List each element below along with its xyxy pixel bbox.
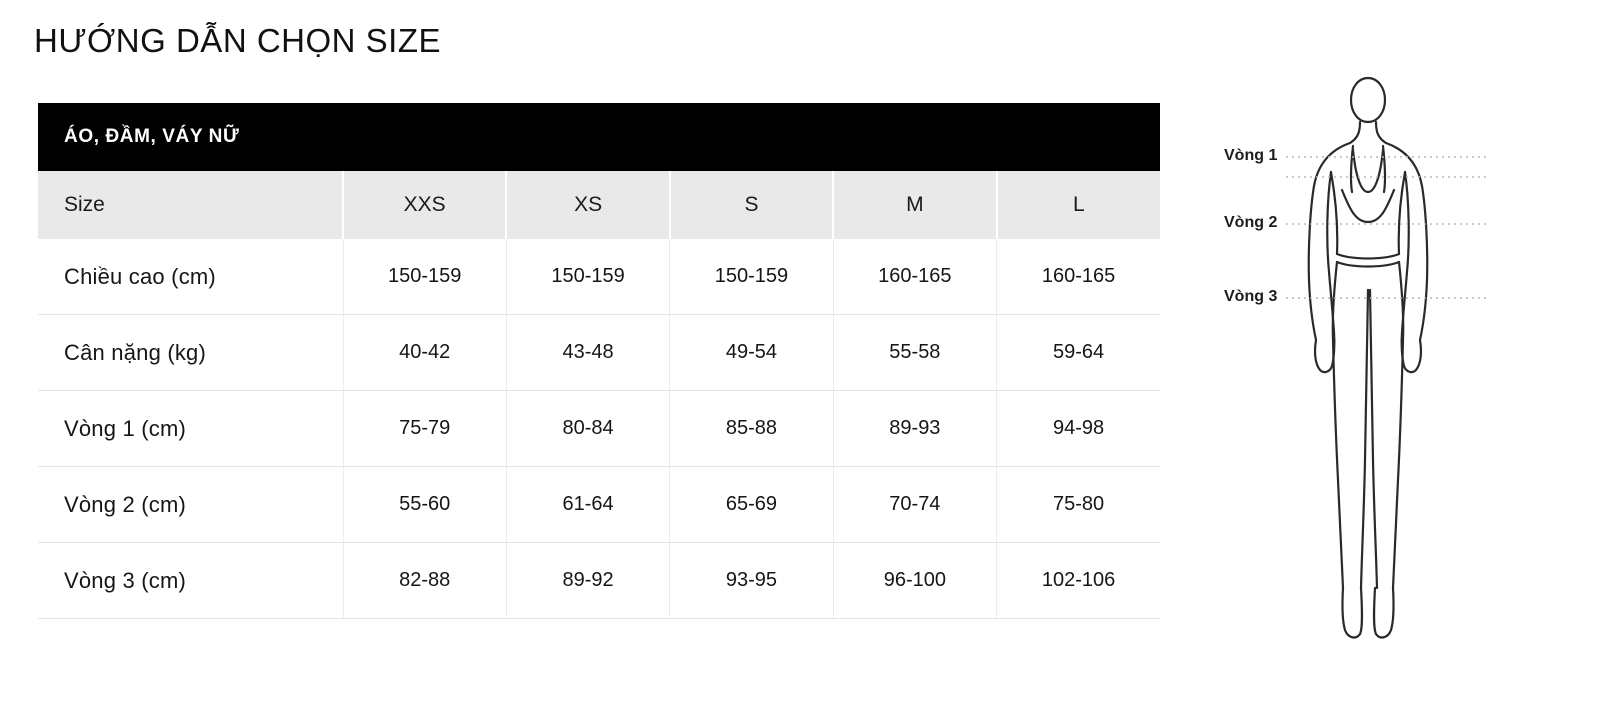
size-table-block — [38, 103, 1160, 619]
row-label-hip: Vòng 3 (cm) — [38, 543, 343, 619]
cell-hip-l: 102-106 — [997, 543, 1160, 619]
cell-hip-s: 93-95 — [670, 543, 833, 619]
cell-height-m: 160-165 — [833, 239, 996, 315]
size-table — [38, 171, 1160, 619]
measure-label-vong1: Vòng 1 — [1224, 147, 1278, 164]
row-label-weight: Cân nặng (kg) — [38, 315, 343, 391]
cell-weight-s: 49-54 — [670, 315, 833, 391]
cell-waist-xxs: 55-60 — [343, 467, 506, 543]
table-category-label: ÁO, ĐẦM, VÁY NỮ — [64, 126, 240, 147]
measure-label-vong2: Vòng 2 — [1224, 214, 1278, 231]
table-row — [38, 467, 1160, 543]
table-row — [38, 315, 1160, 391]
row-label-height: Chiều cao (cm) — [38, 239, 343, 315]
column-header-size: Size — [38, 171, 343, 239]
cell-height-l: 160-165 — [997, 239, 1160, 315]
measure-label-vong3: Vòng 3 — [1224, 288, 1278, 305]
row-label-bust: Vòng 1 (cm) — [38, 391, 343, 467]
cell-weight-xxs: 40-42 — [343, 315, 506, 391]
cell-waist-l: 75-80 — [997, 467, 1160, 543]
cell-bust-l: 94-98 — [997, 391, 1160, 467]
cell-waist-s: 65-69 — [670, 467, 833, 543]
table-row — [38, 239, 1160, 315]
table-head — [38, 171, 1160, 239]
column-header-xs: XS — [506, 171, 669, 239]
table-row — [38, 391, 1160, 467]
column-header-s: S — [670, 171, 833, 239]
table-row — [38, 543, 1160, 619]
page-title: HƯỚNG DẪN CHỌN SIZE — [34, 22, 441, 59]
body-measure-figure — [1190, 40, 1570, 670]
table-category-bar — [38, 103, 1160, 171]
column-header-xxs: XXS — [343, 171, 506, 239]
column-header-l: L — [997, 171, 1160, 239]
cell-height-xs: 150-159 — [506, 239, 669, 315]
cell-waist-xs: 61-64 — [506, 467, 669, 543]
cell-bust-s: 85-88 — [670, 391, 833, 467]
cell-weight-m: 55-58 — [833, 315, 996, 391]
cell-height-s: 150-159 — [670, 239, 833, 315]
cell-bust-m: 89-93 — [833, 391, 996, 467]
cell-weight-l: 59-64 — [997, 315, 1160, 391]
cell-bust-xxs: 75-79 — [343, 391, 506, 467]
cell-hip-xs: 89-92 — [506, 543, 669, 619]
row-label-waist: Vòng 2 (cm) — [38, 467, 343, 543]
table-body — [38, 239, 1160, 619]
cell-weight-xs: 43-48 — [506, 315, 669, 391]
cell-hip-xxs: 82-88 — [343, 543, 506, 619]
cell-height-xxs: 150-159 — [343, 239, 506, 315]
table-header-row — [38, 171, 1160, 239]
cell-hip-m: 96-100 — [833, 543, 996, 619]
column-header-m: M — [833, 171, 996, 239]
cell-waist-m: 70-74 — [833, 467, 996, 543]
female-body-illustration — [1190, 40, 1570, 670]
cell-bust-xs: 80-84 — [506, 391, 669, 467]
